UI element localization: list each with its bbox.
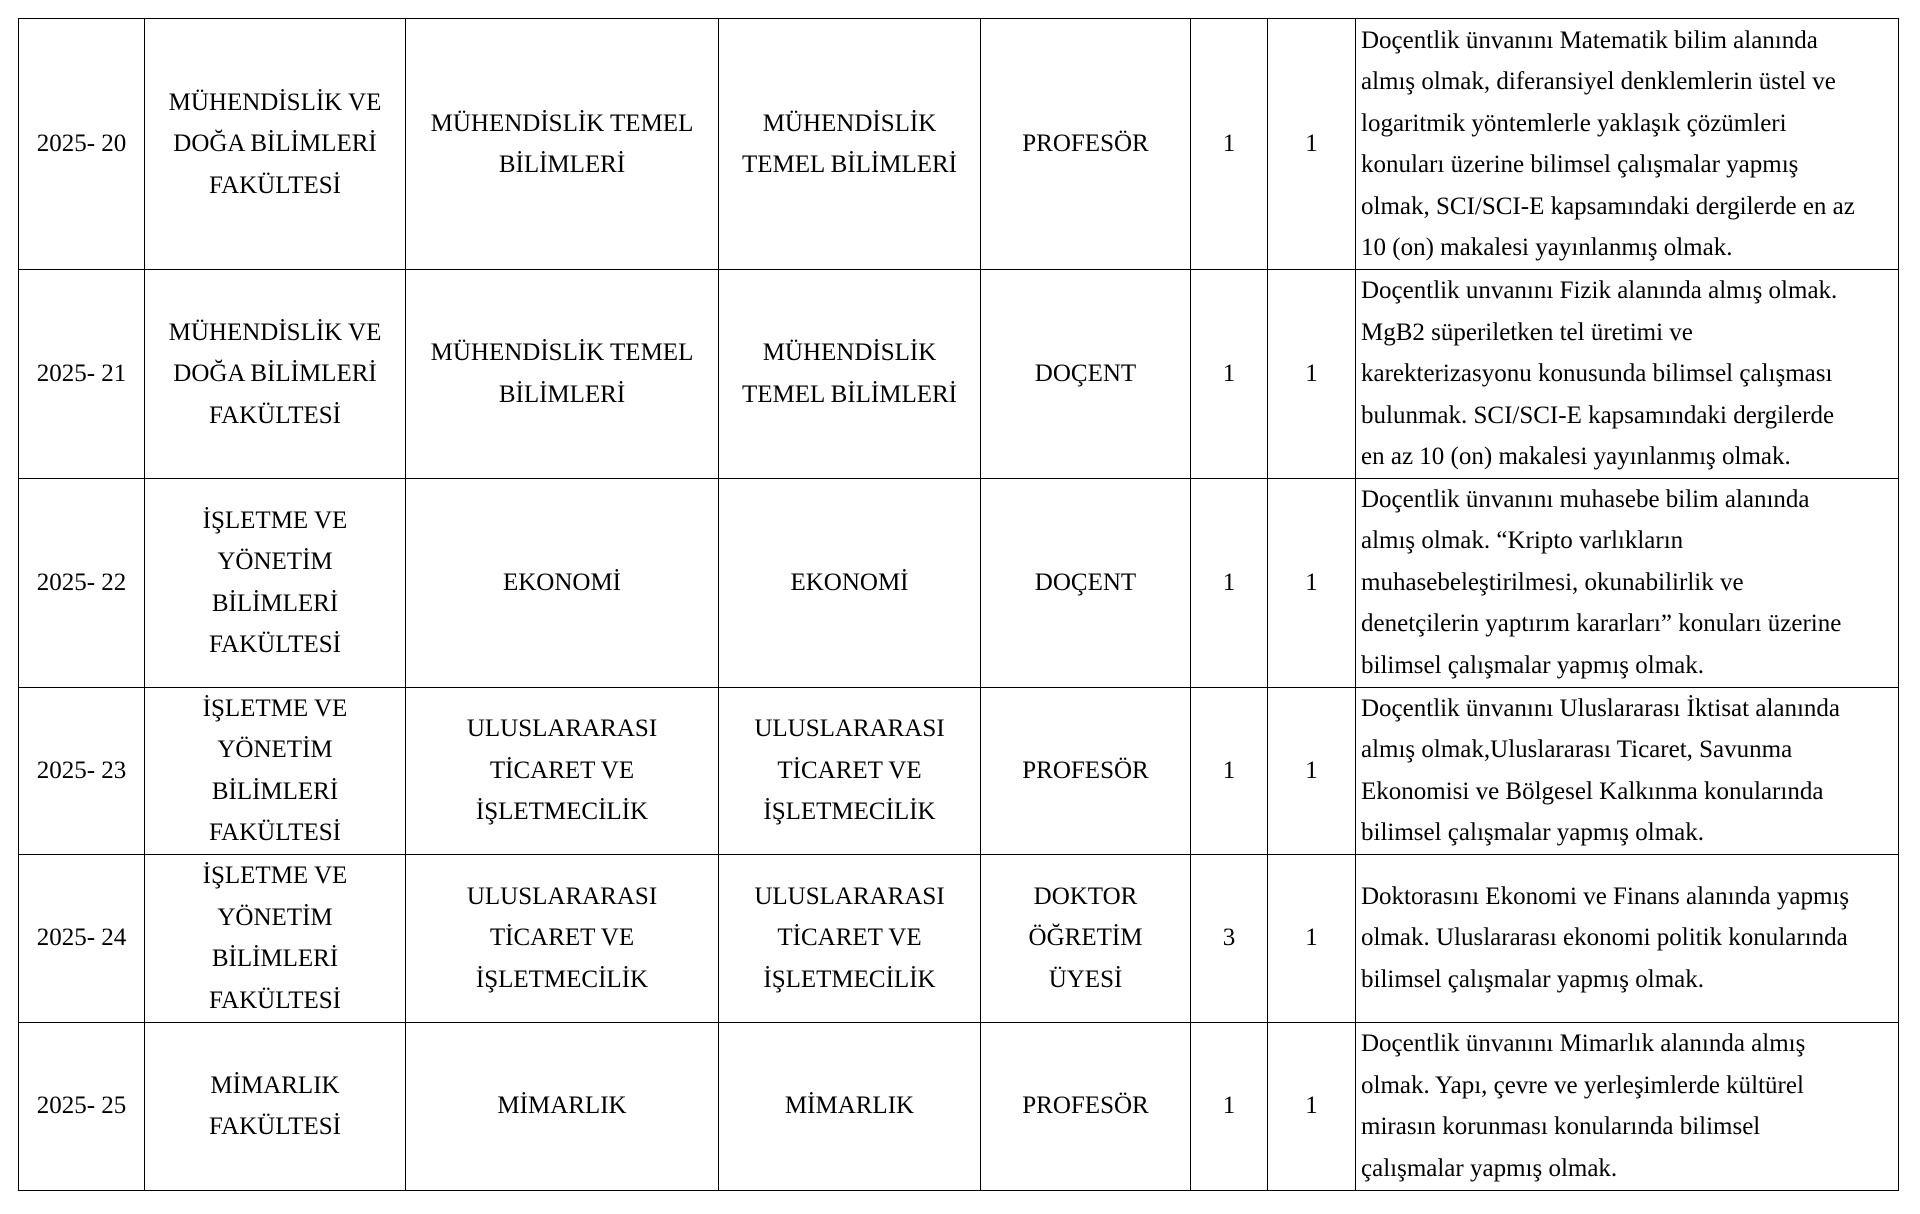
program-cell xyxy=(719,478,981,687)
table-body xyxy=(19,19,1899,1191)
faculty-line: FAKÜLTESİ xyxy=(209,401,341,429)
description-line: logaritmik yöntemlerle yaklaşık çözümleri xyxy=(1361,109,1787,137)
degree-count-cell xyxy=(1191,19,1268,270)
description-line: Doçentlik ünvanını Mimarlık alanında almış xyxy=(1361,1030,1806,1057)
title-cell xyxy=(981,270,1191,479)
faculty-line: YÖNETİM xyxy=(217,548,333,575)
title-line: DOKTOR xyxy=(1033,882,1138,910)
department-line: EKONOMİ xyxy=(502,568,622,596)
degree-count-cell xyxy=(1191,270,1268,479)
program-line: İŞLETMECİLİK xyxy=(763,798,936,826)
description-line: bilimsel çalışmalar yapmış olmak. xyxy=(1361,819,1704,846)
faculty-cell xyxy=(145,854,406,1022)
position-count-cell xyxy=(1268,19,1356,270)
table-row xyxy=(19,687,1899,854)
title-cell xyxy=(981,19,1191,270)
description-line: denetçilerin yaptırım kararları” konuları üzerine xyxy=(1361,610,1842,638)
description-cell xyxy=(1356,1022,1899,1190)
position-count-text: 1 xyxy=(1305,130,1318,158)
faculty-line: YÖNETİM xyxy=(217,903,333,931)
department-cell xyxy=(406,19,719,270)
faculty-cell xyxy=(145,1022,406,1190)
degree-count-text: 3 xyxy=(1222,924,1236,952)
department-line: İŞLETMECİLİK xyxy=(475,965,649,993)
degree-count-text: 1 xyxy=(1222,568,1236,596)
description-line: almış olmak, diferansiyel denklemlerin üstel ve xyxy=(1361,68,1836,95)
description-cell xyxy=(1356,270,1899,479)
department-line: TİCARET VE xyxy=(489,756,635,784)
table-row xyxy=(19,19,1899,270)
faculty-line: DOĞA BİLİMLERİ xyxy=(173,130,377,158)
faculty-cell xyxy=(145,19,406,270)
degree-count-cell xyxy=(1191,478,1268,687)
faculty-line: İŞLETME VE xyxy=(202,694,348,722)
position-count-text: 1 xyxy=(1305,756,1318,784)
department-line: MÜHENDİSLİK TEMEL xyxy=(430,339,694,367)
department-cell xyxy=(406,270,719,479)
description-line: konuları üzerine bilimsel çalışmalar yapmış xyxy=(1361,151,1799,178)
program-line: TİCARET VE xyxy=(777,756,922,784)
program-line: EKONOMİ xyxy=(790,568,909,596)
department-line: BİLİMLERİ xyxy=(498,151,626,178)
title-cell xyxy=(981,1022,1191,1190)
faculty-line: FAKÜLTESİ xyxy=(209,631,341,658)
faculty-line: BİLİMLERİ xyxy=(211,777,339,805)
code-cell xyxy=(19,1022,145,1190)
description-line: muhasebeleştirilmesi, okunabilirlik ve xyxy=(1361,568,1744,596)
position-count-text: 1 xyxy=(1305,360,1318,387)
department-cell xyxy=(406,478,719,687)
positions-table xyxy=(18,18,1899,1191)
description-line: olmak. Yapı, çevre ve yerleşimlerde kültürel xyxy=(1361,1071,1804,1099)
program-cell xyxy=(719,854,981,1022)
code-cell xyxy=(19,19,145,270)
degree-count-text: 1 xyxy=(1222,756,1236,784)
position-count-text: 1 xyxy=(1305,1092,1318,1120)
description-line: Ekonomisi ve Bölgesel Kalkınma konularında xyxy=(1361,777,1824,805)
position-count-cell xyxy=(1268,687,1356,854)
faculty-line: MÜHENDİSLİK VE xyxy=(168,88,382,116)
description-line: çalışmalar yapmış olmak. xyxy=(1361,1154,1618,1182)
faculty-line: İŞLETME VE xyxy=(202,506,348,534)
faculty-line: DOĞA BİLİMLERİ xyxy=(173,360,377,387)
title-line: DOÇENT xyxy=(1034,568,1137,596)
degree-count-cell xyxy=(1191,687,1268,854)
program-line: TEMEL BİLİMLERİ xyxy=(741,151,957,178)
department-cell xyxy=(406,854,719,1022)
code-text: 2025- 25 xyxy=(36,1092,127,1120)
program-line: ULUSLARARASI xyxy=(754,715,945,743)
faculty-line: FAKÜLTESİ xyxy=(209,1113,341,1140)
faculty-line: FAKÜLTESİ xyxy=(209,171,341,199)
code-cell xyxy=(19,478,145,687)
program-line: MİMARLIK xyxy=(784,1092,915,1120)
table-row xyxy=(19,270,1899,479)
description-cell xyxy=(1356,19,1899,270)
program-line: TİCARET VE xyxy=(777,924,922,952)
code-cell xyxy=(19,687,145,854)
program-line: MÜHENDİSLİK xyxy=(762,339,937,367)
code-text: 2025- 21 xyxy=(36,360,127,387)
faculty-cell xyxy=(145,478,406,687)
code-cell xyxy=(19,854,145,1022)
code-text: 2025- 23 xyxy=(36,756,127,784)
table-row xyxy=(19,478,1899,687)
degree-count-cell xyxy=(1191,854,1268,1022)
department-line: MÜHENDİSLİK TEMEL xyxy=(430,109,694,137)
position-count-text: 1 xyxy=(1305,568,1318,596)
description-line: MgB2 süperiletken tel üretimi ve xyxy=(1361,318,1693,346)
program-cell xyxy=(719,687,981,854)
description-line: Doçentlik unvanını Fizik alanında almış olmak. xyxy=(1361,277,1838,304)
faculty-line: İŞLETME VE xyxy=(202,862,348,889)
program-line: MÜHENDİSLİK xyxy=(762,109,937,137)
description-cell xyxy=(1356,687,1899,854)
description-line: 10 (on) makalesi yayınlanmış olmak. xyxy=(1361,234,1733,261)
description-line: Doçentlik ünvanını Uluslararası İktisat alanında xyxy=(1361,694,1841,722)
faculty-line: BİLİMLERİ xyxy=(211,945,339,972)
position-count-text: 1 xyxy=(1305,924,1318,952)
position-count-cell xyxy=(1268,1022,1356,1190)
table-row xyxy=(19,1022,1899,1190)
faculty-cell xyxy=(145,270,406,479)
department-line: ULUSLARARASI xyxy=(466,882,658,910)
title-cell xyxy=(981,854,1191,1022)
program-cell xyxy=(719,270,981,479)
department-cell xyxy=(406,1022,719,1190)
description-line: mirasın korunması konularında bilimsel xyxy=(1361,1113,1761,1140)
faculty-line: BİLİMLERİ xyxy=(211,589,339,617)
description-line: almış olmak. “Kripto varlıkların xyxy=(1361,527,1684,555)
title-line: ÜYESİ xyxy=(1048,965,1123,993)
description-line: karekterizasyonu konusunda bilimsel çalışması xyxy=(1361,360,1833,387)
description-line: olmak. Uluslararası ekonomi politik konularında xyxy=(1361,924,1848,952)
degree-count-text: 1 xyxy=(1222,1092,1236,1120)
description-line: Doçentlik ünvanını muhasebe bilim alanında xyxy=(1361,485,1810,513)
department-line: MİMARLIK xyxy=(497,1092,627,1120)
description-line: en az 10 (on) makalesi yayınlanmış olmak. xyxy=(1361,443,1791,470)
table-row xyxy=(19,854,1899,1022)
program-cell xyxy=(719,1022,981,1190)
description-cell xyxy=(1356,478,1899,687)
position-count-cell xyxy=(1268,270,1356,479)
position-count-cell xyxy=(1268,478,1356,687)
program-cell xyxy=(719,19,981,270)
code-cell xyxy=(19,270,145,479)
position-count-cell xyxy=(1268,854,1356,1022)
code-text: 2025- 22 xyxy=(36,568,127,596)
description-line: almış olmak,Uluslararası Ticaret, Savunma xyxy=(1361,736,1793,763)
faculty-line: FAKÜLTESİ xyxy=(209,986,341,1014)
department-line: İŞLETMECİLİK xyxy=(475,798,649,826)
program-line: ULUSLARARASI xyxy=(754,882,945,910)
faculty-line: MİMARLIK xyxy=(210,1071,340,1099)
title-line: DOÇENT xyxy=(1034,360,1137,387)
description-line: bilimsel çalışmalar yapmış olmak. xyxy=(1361,965,1704,993)
program-line: TEMEL BİLİMLERİ xyxy=(741,380,957,408)
faculty-line: FAKÜLTESİ xyxy=(209,819,341,846)
department-line: ULUSLARARASI xyxy=(466,715,658,743)
title-line: PROFESÖR xyxy=(1022,756,1149,784)
title-line: ÖĞRETİM xyxy=(1028,924,1143,952)
department-line: TİCARET VE xyxy=(489,924,635,952)
title-cell xyxy=(981,687,1191,854)
description-line: Doçentlik ünvanını Matematik bilim alanında xyxy=(1361,26,1818,54)
description-cell xyxy=(1356,854,1899,1022)
faculty-line: MÜHENDİSLİK VE xyxy=(168,318,382,346)
faculty-line: YÖNETİM xyxy=(217,736,333,763)
description-line: bulunmak. SCI/SCI-E kapsamındaki dergilerde xyxy=(1361,401,1835,429)
description-line: Doktorasını Ekonomi ve Finans alanında yapmış xyxy=(1361,882,1850,910)
code-text: 2025- 24 xyxy=(36,924,127,952)
program-line: İŞLETMECİLİK xyxy=(763,965,936,993)
department-cell xyxy=(406,687,719,854)
title-line: PROFESÖR xyxy=(1022,1092,1149,1120)
faculty-cell xyxy=(145,687,406,854)
degree-count-text: 1 xyxy=(1222,130,1236,158)
department-line: BİLİMLERİ xyxy=(498,380,626,408)
description-line: olmak, SCI/SCI-E kapsamındaki dergilerde en az xyxy=(1361,192,1855,220)
description-line: bilimsel çalışmalar yapmış olmak. xyxy=(1361,651,1704,679)
degree-count-text: 1 xyxy=(1222,360,1236,387)
title-cell xyxy=(981,478,1191,687)
title-line: PROFESÖR xyxy=(1022,130,1149,158)
degree-count-cell xyxy=(1191,1022,1268,1190)
code-text: 2025- 20 xyxy=(36,130,127,158)
